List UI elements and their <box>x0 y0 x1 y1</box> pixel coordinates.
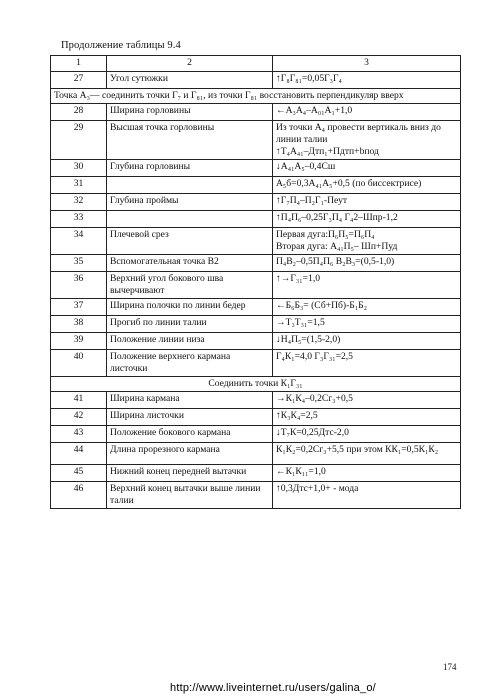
row-formula: ←Б₆Б₃= (Сб+Пб)-Б₁Б₂ <box>273 299 461 316</box>
table-row <box>51 392 461 409</box>
table-row <box>51 350 461 377</box>
header-col-1: 1 <box>51 56 107 72</box>
row-number: 43 <box>51 426 107 443</box>
table-row <box>51 443 461 465</box>
row-name: Глубина горловины <box>107 160 273 177</box>
row-formula: ↑Г₈Г₈₁=0,05Г₃Г₄ <box>273 72 461 89</box>
table-header-row <box>51 56 461 72</box>
table-row <box>51 272 461 299</box>
table-row <box>51 121 461 160</box>
row-number: 40 <box>51 350 107 377</box>
header-col-3: 3 <box>273 56 461 72</box>
row-name: Ширина горловины <box>107 104 273 121</box>
row-formula: ←К₁К₁₁=1,0 <box>273 465 461 482</box>
row-name: Прогиб по линии талии <box>107 316 273 333</box>
table-row <box>51 89 461 104</box>
row-number: 33 <box>51 211 107 228</box>
row-formula: Из точки А₄ провести вертикаль вниз до линии талии ↑Т₄А₄₁–Дтп₁+Пдтп+bпод <box>273 121 461 160</box>
table-row <box>51 482 461 509</box>
row-number: 27 <box>51 72 107 89</box>
row-formula: А₅б=0,3А₄₁А₅+0,5 (по биссектрисе) <box>273 177 461 194</box>
row-name: Длина прорезного кармана <box>107 443 273 465</box>
row-formula: ↓Т₇К=0,25Дтс-2,0 <box>273 426 461 443</box>
table-row <box>51 465 461 482</box>
row-number: 35 <box>51 255 107 272</box>
section-subheading: Соединить точки К₁Г₃₁ <box>51 377 461 392</box>
row-formula: ←А₃А₄–А₀₁А₁+1,0 <box>273 104 461 121</box>
table-row <box>51 255 461 272</box>
row-formula: ↑П₄П₆–0,25Г₃П₄ Г₄2–Шпр-1,2 <box>273 211 461 228</box>
row-formula: ↓А₄₁А₅–0,4Сш <box>273 160 461 177</box>
row-formula: ↑0,3Дтс+1,0+ - мода <box>273 482 461 509</box>
row-formula: П₄В₂–0,5П₄П₆ В₂В₃=(0,5-1,0) <box>273 255 461 272</box>
row-name: Нижний конец передней вытачки <box>107 465 273 482</box>
row-number: 46 <box>51 482 107 509</box>
row-number: 31 <box>51 177 107 194</box>
row-number: 42 <box>51 409 107 426</box>
row-formula: ↑К₃К₄=2,5 <box>273 409 461 426</box>
table-row <box>51 426 461 443</box>
row-number: 30 <box>51 160 107 177</box>
row-number: 34 <box>51 228 107 255</box>
row-formula: К₁К₂=0,2Сг₃+5,5 при этом КК₁=0,5К₁К₂ <box>273 443 461 465</box>
row-name <box>107 177 273 194</box>
page-number: 174 <box>443 662 457 672</box>
table-row <box>51 333 461 350</box>
construction-table <box>50 55 461 509</box>
table-row <box>51 228 461 255</box>
table-row <box>51 211 461 228</box>
row-name: Положение верхнего кармана листочки <box>107 350 273 377</box>
table-row <box>51 104 461 121</box>
row-formula: Г₄К₁=4,0 Г₃Г₃₁=2,5 <box>273 350 461 377</box>
table-row <box>51 299 461 316</box>
table-row <box>51 194 461 211</box>
row-name: Положение бокового кармана <box>107 426 273 443</box>
row-formula: ↓Н₄П₅=(1,5-2,0) <box>273 333 461 350</box>
row-number: 32 <box>51 194 107 211</box>
row-name <box>107 211 273 228</box>
row-number: 44 <box>51 443 107 465</box>
row-number: 39 <box>51 333 107 350</box>
row-number: 45 <box>51 465 107 482</box>
row-name: Угол сутюжки <box>107 72 273 89</box>
row-name: Верхний конец вытачки выше линии талии <box>107 482 273 509</box>
row-number: 38 <box>51 316 107 333</box>
row-number: 29 <box>51 121 107 160</box>
footer-url[interactable]: http://www.liveinternet.ru/users/galina_o/ <box>170 682 376 694</box>
table-row <box>51 409 461 426</box>
table-row <box>51 377 461 392</box>
row-formula: ↑→Г₃₁=1,0 <box>273 272 461 299</box>
row-number: 36 <box>51 272 107 299</box>
header-col-2: 2 <box>107 56 273 72</box>
row-name: Ширина листочки <box>107 409 273 426</box>
row-name: Ширина кармана <box>107 392 273 409</box>
row-name: Плечевой срез <box>107 228 273 255</box>
row-name: Верхний угол бокового шва вычерчивают <box>107 272 273 299</box>
row-name: Ширина полочки по линии бедер <box>107 299 273 316</box>
table-row <box>51 177 461 194</box>
table-row <box>51 160 461 177</box>
row-formula: →К₁К₄–0,2Сг₃+0,5 <box>273 392 461 409</box>
row-name: Положение линии низа <box>107 333 273 350</box>
section-note: Точка А₃— соединить точки Г₇ и Г₈₁, из точки Г₈₁ восстановить перпендикуляр вверх <box>51 89 461 104</box>
row-name: Высшая точка горловины <box>107 121 273 160</box>
table-row <box>51 316 461 333</box>
row-number: 41 <box>51 392 107 409</box>
table-caption: Продолжение таблицы 9.4 <box>61 40 181 51</box>
row-formula: →Т₃Т₃₁=1,5 <box>273 316 461 333</box>
row-number: 28 <box>51 104 107 121</box>
row-formula: Первая дуга:П₆П₅=П₆П₄ Вторая дуга: А₄₁П₅– Шп+Пуд <box>273 228 461 255</box>
row-number: 37 <box>51 299 107 316</box>
row-formula: ↑Г₇П₄–П₂Г₁-Пеут <box>273 194 461 211</box>
row-name: Вспомогательная точка В2 <box>107 255 273 272</box>
row-name: Глубина проймы <box>107 194 273 211</box>
table-row <box>51 72 461 89</box>
